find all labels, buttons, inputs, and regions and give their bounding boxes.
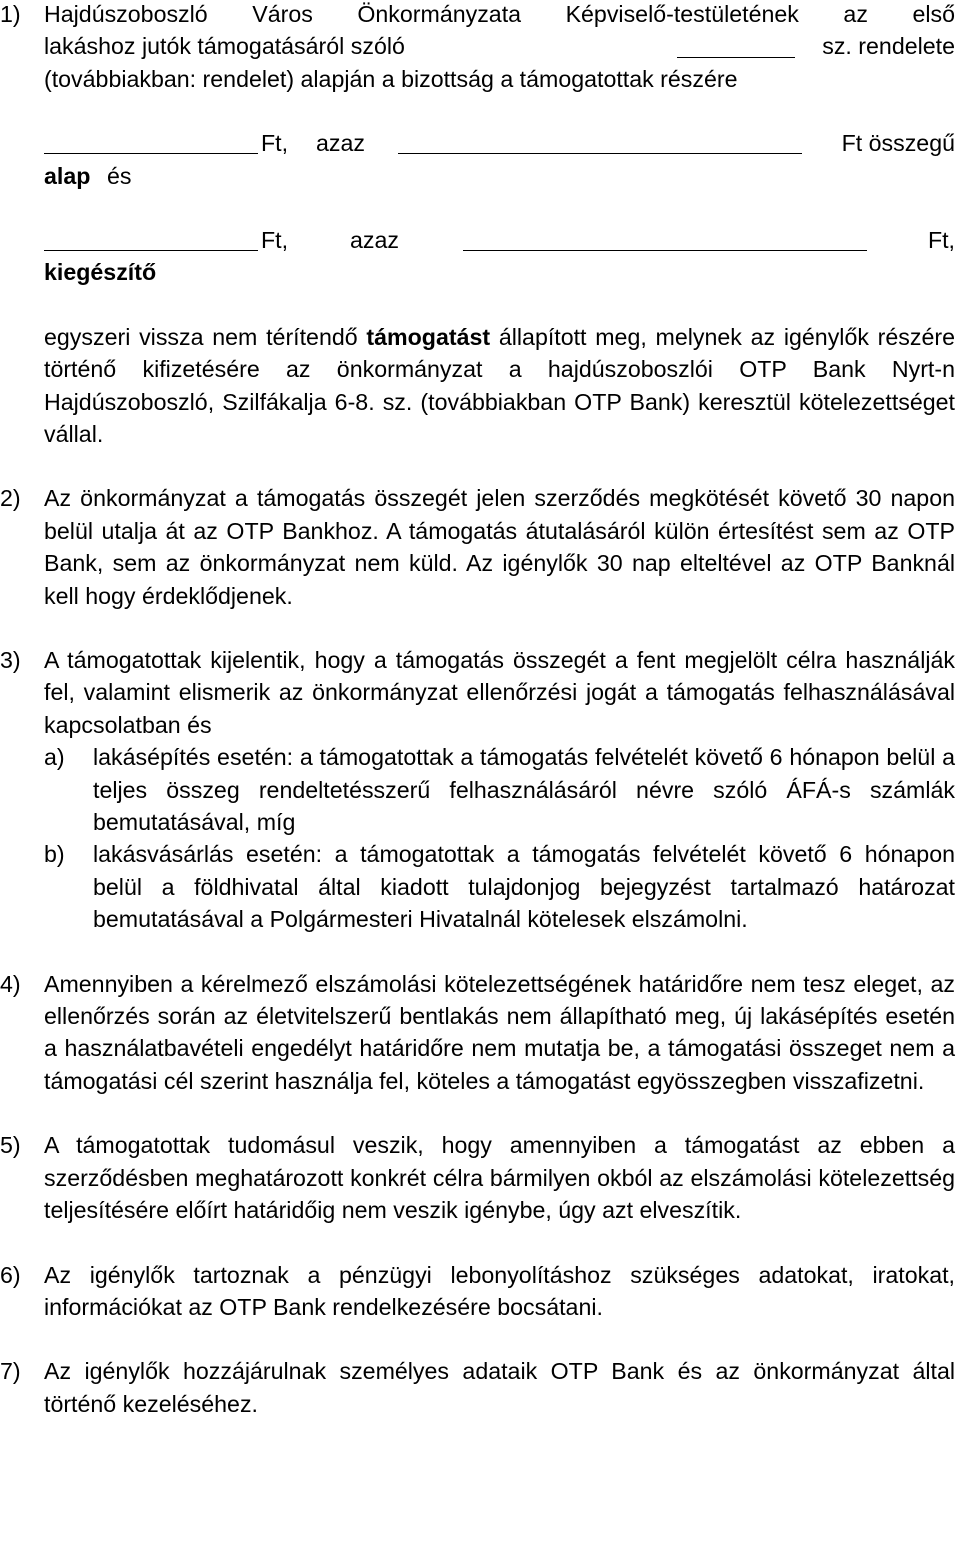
paragraph-2-body: Az önkormányzat a támogatás összegét jelen szerződés megkötését követő 30 napon belül utalja át az OTP Bankhoz. A támogatás átutalásáról külön értesítést sem az OTP Bank, sem az önkormányzat nem küld. Az igénylők 30 nap elteltével az OTP Banknál kell hogy érdeklődjenek. <box>44 485 955 609</box>
base-label: alap <box>44 162 91 189</box>
supplement-amount-row <box>44 224 955 256</box>
subitem-a <box>44 741 955 838</box>
paragraph-number: 3) <box>0 647 21 674</box>
paragraph-number: 5) <box>0 1132 21 1159</box>
paragraph-1-line-2 <box>44 30 955 62</box>
paragraph-6-body: Az igénylők tartoznak a pénzügyi lebonyolításhoz szükséges adatokat, iratokat, információkat az OTP Bank rendelkezésére bocsátani. <box>44 1261 955 1320</box>
paragraph-number: 2) <box>0 485 21 512</box>
paragraph-6 <box>0 1259 955 1324</box>
paragraph-number: 6) <box>0 1261 21 1288</box>
currency-label: Ft, <box>261 226 289 253</box>
currency-label: Ft, <box>261 130 289 157</box>
paragraph-2 <box>0 482 955 612</box>
base-amount-words-blank <box>398 128 802 154</box>
paragraph-1-line-1: Hajdúszoboszló Város Önkormányzata Képviselő-testületének az első <box>44 1 955 27</box>
paragraph-4-body: Amennyiben a kérelmező elszámolási kötelezettségének határidőre nem tesz eleget, az ellenőrzés során az életvitelszerű bentlakás nem állapítható meg, új lakásépítés esetén a használatbavételi engedélyt határidőre nem mutatja be, a támogatási összeget nem a támogatási cél szerint használja fel, köteles a támogatást egyösszegben visszafizetni. <box>44 970 955 1094</box>
azaz-label: azaz <box>350 226 399 253</box>
paragraph-1-body: egyszeri vissza nem térítendő támogatást állapított meg, melynek az igénylők részére történő kifizetésére az önkormányzat a hajdúszoboszlói OTP Bank Nyrt-n Hajdúszoboszló, Szilfákalja 6-8. sz. (továbbiakban OTP Bank) keresztül kötelezettséget vállal. <box>44 323 955 447</box>
paragraph-3 <box>0 644 955 936</box>
paragraph-5-body: A támogatottak tudomásul veszik, hogy amennyiben a támogatást az ebben a szerződésben meghatározott konkrét célra bármilyen okból az elszámolási kötelezettség teljesítésére előírt határidőig nem veszik igénybe, úgy azt elveszítik. <box>44 1132 955 1224</box>
paragraph-4 <box>0 968 955 1098</box>
paragraph-number: 1) <box>0 1 21 27</box>
decree-title-text: lakáshoz jutók támogatásáról szóló <box>44 33 405 60</box>
supplement-label-row <box>44 256 955 288</box>
paragraph-5 <box>0 1129 955 1226</box>
paragraph-number: 7) <box>0 1358 21 1385</box>
paragraph-7-body: Az igénylők hozzájárulnak személyes adataik OTP Bank és az önkormányzat által történő kezeléséhez. <box>44 1358 955 1417</box>
base-label-row <box>44 160 955 192</box>
subitem-a-text: lakásépítés esetén: a támogatottak a támogatás felvételét követő 6 hónapon belül a teljes összeg rendeltetésszerű felhasználásáról névre szóló ÁFÁ-s számlák bemutatásával, míg <box>93 744 955 836</box>
azaz-label: azaz <box>316 130 365 157</box>
supplement-amount-words-blank <box>463 225 867 251</box>
subitem-label: a) <box>44 744 65 771</box>
paragraph-number: 4) <box>0 970 21 997</box>
subitem-label: b) <box>44 841 65 868</box>
decree-suffix-text: sz. rendelete <box>822 33 955 60</box>
base-amount-row <box>44 127 955 159</box>
amount-suffix-label: Ft összegű <box>841 130 955 157</box>
paragraph-1-line-3: (továbbiakban: rendelet) alapján a bizottság a támogatottak részére <box>44 65 738 92</box>
paragraph-1 <box>0 0 955 450</box>
subitem-b-text: lakásvásárlás esetén: a támogatottak a támogatás felvételét követő 6 hónapon belül a földhivatal által kiadott tulajdonjog bejegyzést tartalmazó határozat bemutatásával a Polgármesteri Hivatalnál kötelesek elszámolni. <box>93 841 955 933</box>
grant-keyword: támogatást <box>366 323 491 350</box>
supplement-amount-number-blank <box>44 225 258 251</box>
paragraph-7 <box>0 1355 955 1420</box>
paragraph-3-body: A támogatottak kijelentik, hogy a támogatás összegét a fent megjelölt célra használják fel, valamint elismerik az önkormányzat ellenőrzési jogát a támogatás felhasználásával kapcsolatban és <box>44 647 955 738</box>
decree-number-blank <box>677 32 795 58</box>
base-amount-number-blank <box>44 128 258 154</box>
subitem-b <box>44 838 955 935</box>
currency-label: Ft, <box>927 226 955 253</box>
and-label: és <box>107 162 132 189</box>
supplement-label: kiegészítő <box>44 259 157 286</box>
